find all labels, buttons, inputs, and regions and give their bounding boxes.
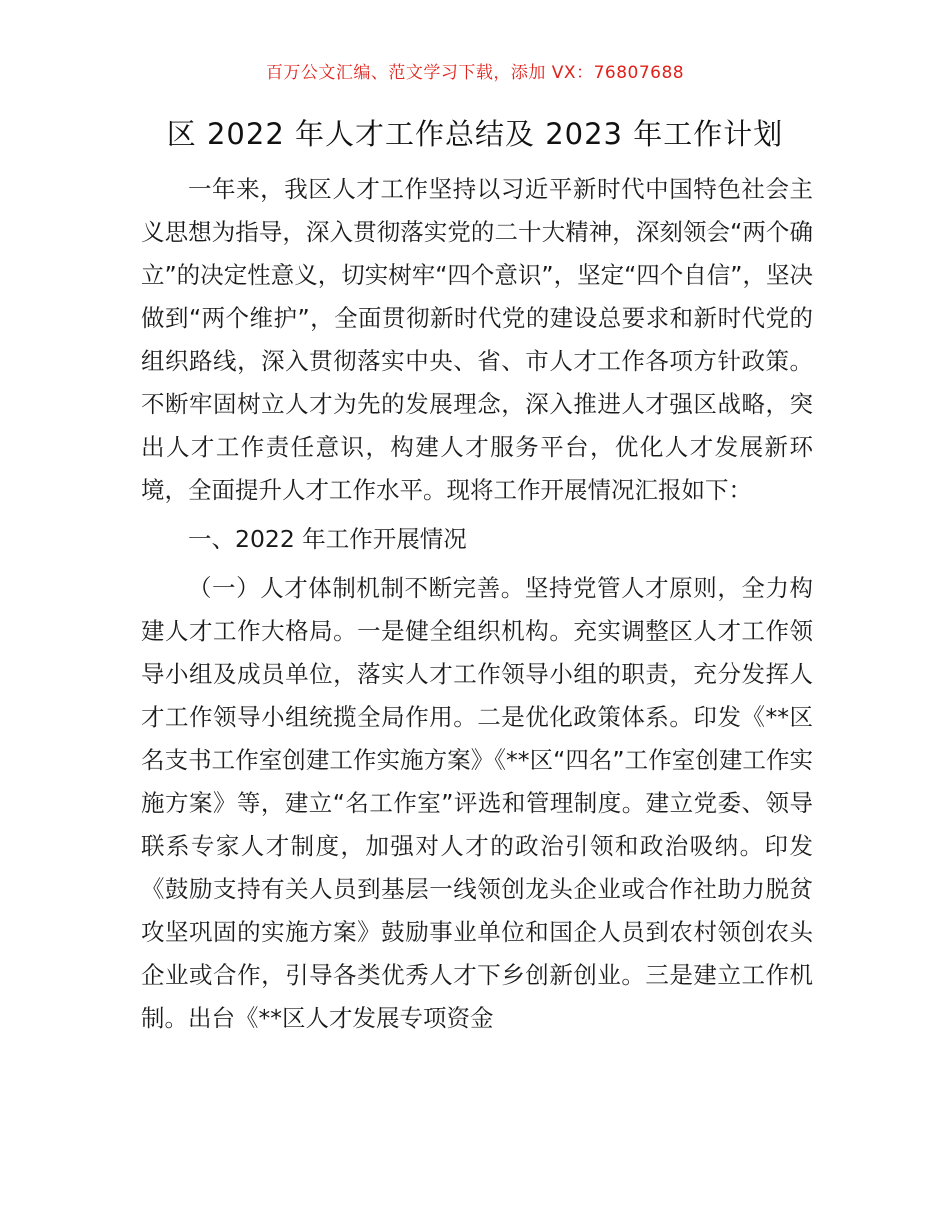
section-paragraph: （一）人才体制机制不断完善。坚持党管人才原则，全力构建人才工作大格局。一是健全组织机构。充实调整区人才工作领导小组及成员单位，落实人才工作领导小组的职责，充分发挥人才工作领导小组统揽全局作用。二是优化政策体系。印发《**区名支书工作室创建工作实施方案》《**区“四名”工作室创建工作实施方案》等，建立“名工作室”评选和管理制度。建立党委、领导联系专家人才制度，加强对人才的政治引领和政治吸纳。印发《鼓励支持有关人员到基层一线领创龙头企业或合作社助力脱贫攻坚巩固的实施方案》鼓励事业单位和国企人员到农村领创农头企业或合作，引导各类优秀人才下乡创新创业。三是建立工作机制。出台《**区人才发展专项资金 [141,574,813,1032]
document-title: 区 2022 年人才工作总结及 2023 年工作计划 [166,117,784,151]
watermark-header: 百万公文汇编、范文学习下载，添加 VX：76807688 [265,63,685,83]
section-heading: 一、2022 年工作开展情况 [188,525,467,553]
intro-paragraph: 一年来，我区人才工作坚持以习近平新时代中国特色社会主义思想为指导，深入贯彻落实党的二十大精神，深刻领会“两个确立”的决定性意义，切实树牢“四个意识”，坚定“四个自信”，坚决做到“两个维护”，全面贯彻新时代党的建设总要求和新时代党的组织路线，深入贯彻落实中央、省、市人才工作各项方针政策。不断牢固树立人才为先的发展理念，深入推进人才强区战略，突出人才工作责任意识，构建人才服务平台，优化人才发展新环境，全面提升人才工作水平。现将工作开展情况汇报如下： [141,175,813,504]
document-body [141,168,813,1040]
